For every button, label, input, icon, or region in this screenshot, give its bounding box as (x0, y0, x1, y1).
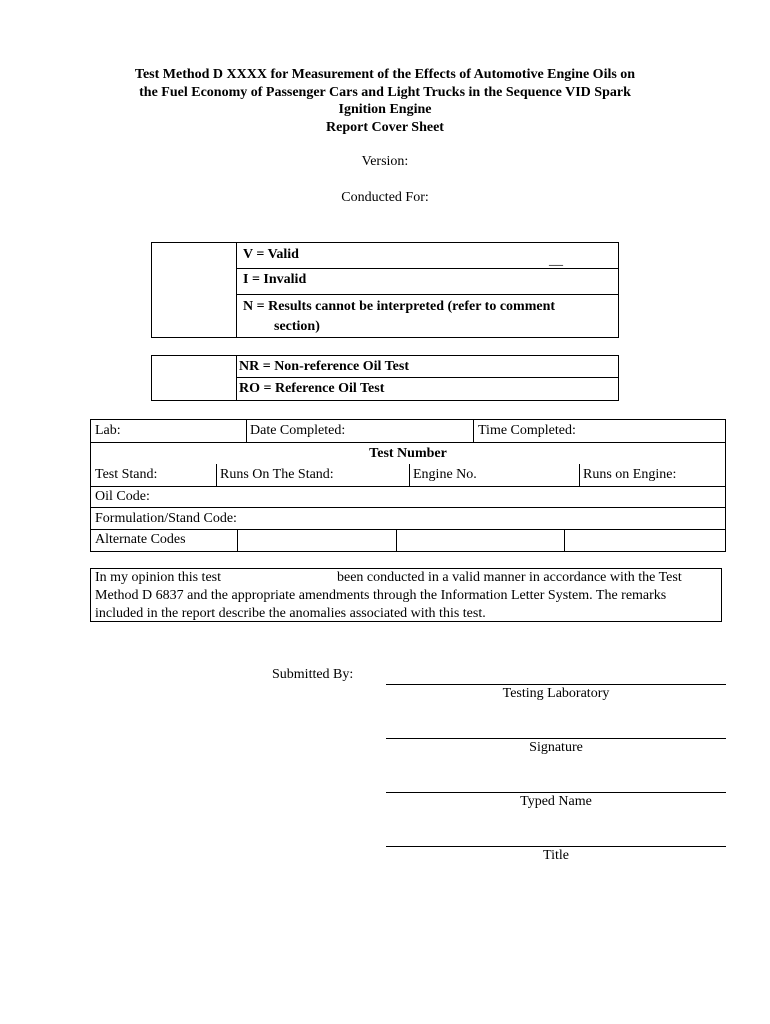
submitted-by-label: Submitted By: (272, 667, 354, 682)
opinion-line-1b: been conducted in a valid manner in accordance with the Test (337, 570, 682, 585)
runs-on-stand-label: Runs On The Stand: (220, 467, 334, 482)
formulation-code-label: Formulation/Stand Code: (95, 511, 237, 526)
validity-valid-mark: __ (549, 253, 563, 268)
opinion-line-2: Method D 6837 and the appropriate amendments through the Information Letter System. The remarks (95, 588, 667, 603)
title-line-2: the Fuel Economy of Passenger Cars and Light Trucks in the Sequence VID Spark (139, 84, 631, 100)
typed-name-label: Typed Name (520, 794, 592, 809)
document-title (60, 66, 710, 136)
time-completed-label: Time Completed: (478, 423, 576, 438)
title-line[interactable] (386, 846, 726, 847)
title-label: Title (543, 848, 569, 863)
testing-laboratory-line[interactable] (386, 684, 726, 685)
validity-not-interpreted-1: N = Results cannot be interpreted (refer to comment (243, 299, 556, 314)
runs-on-engine-label: Runs on Engine: (583, 467, 677, 482)
validity-not-interpreted-2: section) (274, 319, 320, 334)
testing-laboratory-label: Testing Laboratory (502, 686, 610, 701)
title-line-4: Report Cover Sheet (326, 119, 444, 135)
oil-code-label: Oil Code: (95, 489, 150, 504)
validity-invalid: I = Invalid (243, 272, 307, 287)
oil-non-reference: NR = Non-reference Oil Test (239, 359, 409, 374)
alternate-codes-label: Alternate Codes (95, 532, 186, 547)
title-line-3: Ignition Engine (338, 102, 432, 117)
validity-box (151, 242, 619, 338)
test-stand-label: Test Stand: (95, 467, 158, 482)
date-completed-label: Date Completed: (250, 423, 346, 438)
lab-label: Lab: (95, 423, 121, 438)
opinion-line-3: included in the report describe the anomalies associated with this test. (95, 606, 486, 621)
test-info-table (90, 419, 726, 552)
signature-line[interactable] (386, 738, 726, 739)
opinion-statement (90, 568, 722, 622)
engine-no-label: Engine No. (413, 467, 477, 482)
signature-label: Signature (529, 740, 583, 755)
conducted-for-label: Conducted For: (341, 190, 429, 205)
validity-valid: V = Valid (243, 247, 299, 262)
oil-reference: RO = Reference Oil Test (239, 381, 385, 396)
opinion-line-1a: In my opinion this test (95, 570, 221, 585)
oil-type-box (151, 355, 619, 401)
typed-name-line[interactable] (386, 792, 726, 793)
title-line-1: Test Method D XXXX for Measurement of the Effects of Automotive Engine Oils on (134, 67, 636, 82)
test-number-label: Test Number (369, 446, 447, 461)
version-label: Version: (361, 154, 409, 169)
